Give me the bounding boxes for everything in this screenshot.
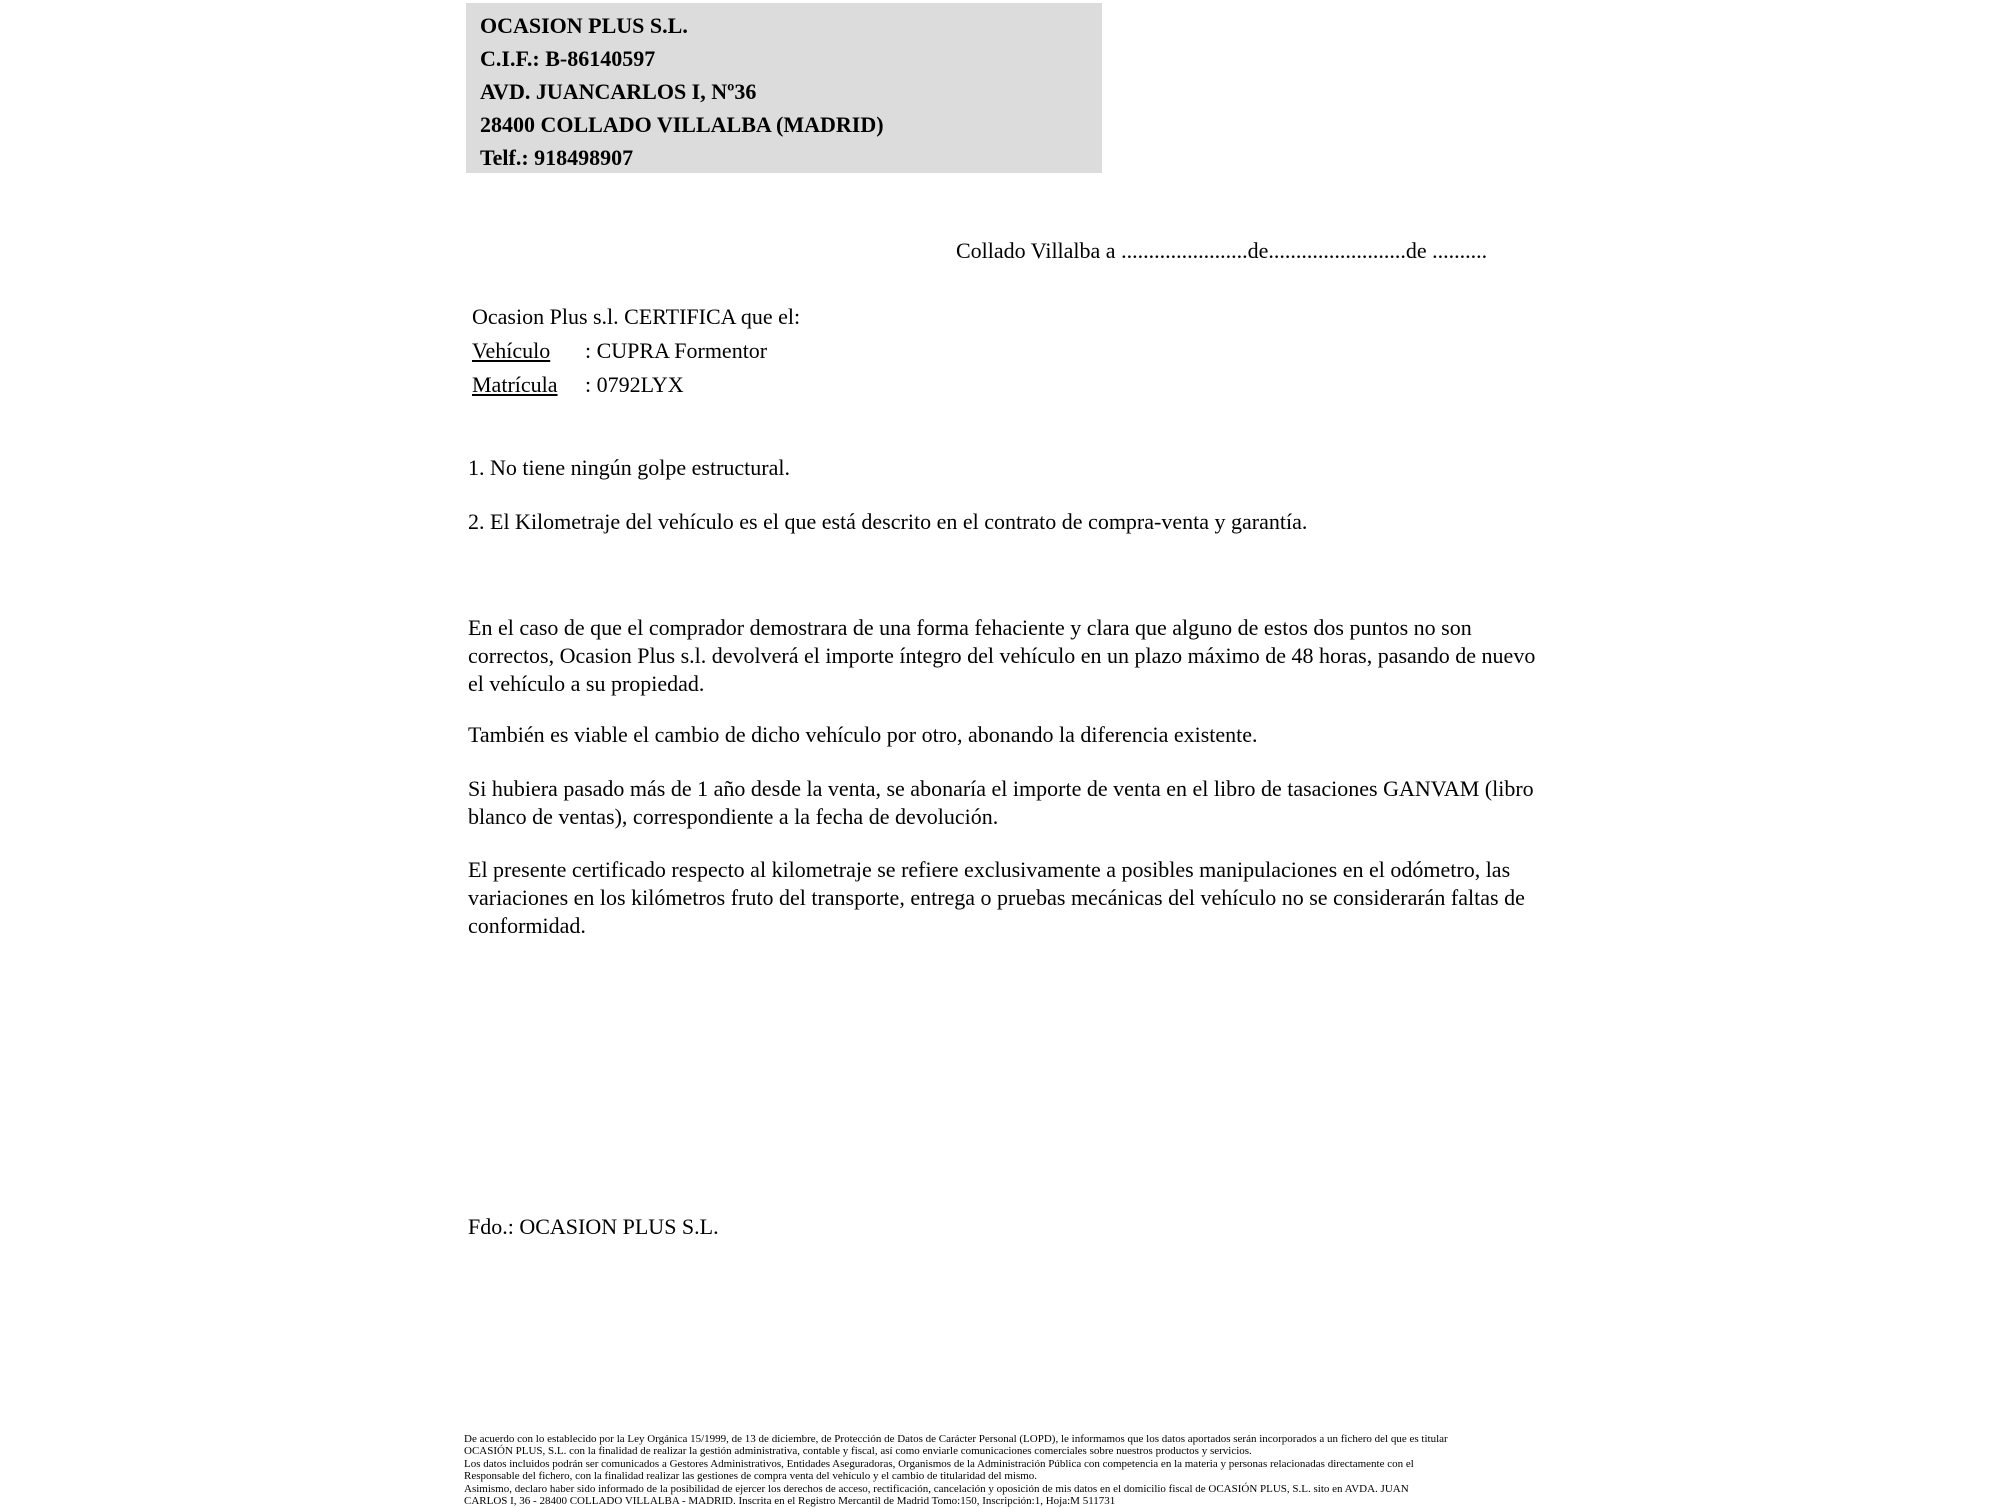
paragraph-odometer: El presente certificado respecto al kilometraje se refiere exclusivamente a posibles manipulaciones en el odómetro, las variaciones en los kilómetros fruto del transporte, entrega o pruebas mecánicas del vehículo no se considerarán faltas de conformidad. [468, 857, 1525, 938]
certify-intro: Ocasion Plus s.l. CERTIFICA que el: [472, 304, 801, 329]
date-line: Collado Villalba a .......................de.........................de .......... [956, 238, 1488, 263]
legal-line: Responsable del fichero, con la finalidad realizar las gestiones de compra venta del vehículo y el cambio de titularidad del mismo. [464, 1470, 1038, 1483]
paragraph-exchange: También es viable el cambio de dicho vehículo por otro, abonando la diferencia existente. [468, 722, 1258, 747]
company-header-box [466, 3, 1102, 173]
plate-label: Matrícula [472, 372, 558, 397]
company-phone: Telf.: 918498907 [480, 145, 634, 170]
signature-line: Fdo.: OCASION PLUS S.L. [468, 1214, 719, 1239]
legal-line: Asimismo, declaro haber sido informado de la posibilidad de ejercer los derechos de acceso, rectificación, cancelación y oposición de mis datos en el domicilio fiscal de OCASIÓN PLUS, S.L. sito en AVDA. JUAN [464, 1482, 1409, 1495]
plate-label-wrap [472, 368, 585, 402]
plate-value: : 0792LYX [585, 372, 684, 397]
company-name: OCASION PLUS S.L. [480, 13, 688, 38]
point-1: 1. No tiene ningún golpe estructural. [468, 455, 790, 480]
company-address: AVD. JUANCARLOS I, Nº36 [480, 79, 757, 104]
point-2: 2. El Kilometraje del vehículo es el que está descrito en el contrato de compra-venta y garantía. [468, 509, 1308, 534]
legal-line: CARLOS I, 36 - 28400 COLLADO VILLALBA - MADRID. Inscrita en el Registro Mercantil de Madrid Tomo:150, Inscripción:1, Hoja:M 511731 [464, 1495, 1116, 1507]
vehicle-value: : CUPRA Formentor [585, 338, 768, 363]
vehicle-row [472, 334, 800, 368]
company-city: 28400 COLLADO VILLALBA (MADRID) [480, 112, 884, 137]
company-cif: C.I.F.: B-86140597 [480, 46, 656, 71]
legal-line: OCASIÓN PLUS, S.L. con la finalidad de realizar la gestión administrativa, contable y fiscal, así como enviarle comunicaciones comerciales sobre nuestros productos y servicios. [464, 1445, 1252, 1458]
legal-notice [464, 1433, 1574, 1507]
vehicle-label-wrap [472, 334, 585, 368]
legal-line: De acuerdo con lo establecido por la Ley Orgánica 15/1999, de 13 de diciembre, de Protección de Datos de Carácter Personal (LOPD), le informamos que los datos aportados serán incorporados a un fichero del que es titular [464, 1433, 1448, 1445]
plate-row [472, 368, 800, 402]
legal-line: Los datos incluidos podrán ser comunicados a Gestores Administrativos, Entidades Aseguradoras, Organismos de la Administración Pública con competencia en la materia y personas relacionadas directamente con el [464, 1457, 1414, 1470]
paragraph-refund: En el caso de que el comprador demostrara de una forma fehaciente y clara que alguno de estos dos puntos no son correctos, Ocasion Plus s.l. devolverá el importe íntegro del vehículo en un plazo máximo de 48 horas, pasando de nuevo el vehículo a su propiedad. [468, 615, 1536, 696]
paragraph-ganvam: Si hubiera pasado más de 1 año desde la venta, se abonaría el importe de venta en el libro de tasaciones GANVAM (libro blanco de ventas), correspondiente a la fecha de devolución. [468, 776, 1534, 829]
vehicle-label: Vehículo [472, 338, 551, 363]
certification-block [472, 300, 800, 402]
